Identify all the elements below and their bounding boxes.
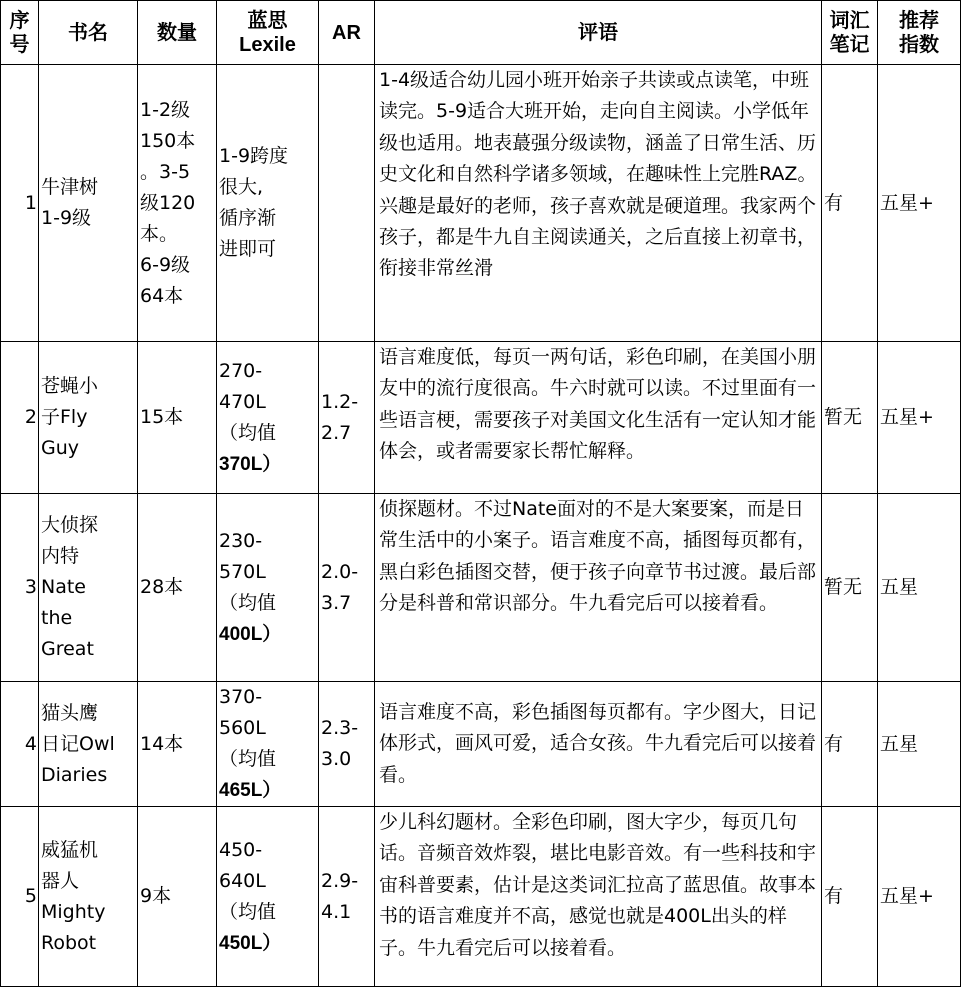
lexile-range	[217, 342, 319, 494]
header-rating-line2: 指数	[899, 33, 939, 56]
ar-range	[319, 342, 375, 494]
review-text: 少儿科幻题材。全彩色印刷，图大字少，每页几句话。音频音效炸裂，堪比电影音效。有一些科技和宇宙科普要素，估计是这类词汇拉高了蓝思值。故事本书的语言难度并不高，感觉也就是400L出头的样子。牛九看完后可以接着看。	[375, 807, 822, 987]
lexile-range-line: 270-	[219, 359, 263, 382]
review-text: 语言难度低，每页一两句话，彩色印刷，在美国小朋友中的流行度很高。牛六时就可以读。不过里面有一些语言梗，需要孩子对美国文化生活有一定认知才能体会，或者需要家长帮忙解释。	[375, 342, 822, 494]
vocab-notes: 暂无	[822, 494, 878, 682]
ar-range-line: 4.1	[321, 900, 352, 923]
book-title	[39, 807, 138, 987]
book-count-line: 150本	[140, 129, 196, 152]
lexile-range-line: 640L	[219, 869, 266, 892]
ar-range	[319, 494, 375, 682]
lexile-range	[217, 494, 319, 682]
header-vocab-line2: 笔记	[829, 33, 870, 56]
row-index: 3	[1, 494, 39, 682]
table-row	[1, 494, 961, 682]
header-review: 评语	[375, 1, 822, 65]
book-title-line: 苍蝇小	[41, 375, 99, 397]
book-title-line: 威猛机	[41, 838, 99, 861]
lexile-range-line: 570L	[219, 560, 266, 583]
ar-range-line: 2.3-	[321, 717, 359, 739]
book-count	[138, 65, 217, 342]
table-row	[1, 682, 961, 807]
lexile-range-line: 1-9跨度	[219, 145, 289, 167]
lexile-range-line: （均值	[219, 591, 277, 614]
row-index: 2	[1, 342, 39, 494]
lexile-range-line: （均值	[219, 421, 277, 444]
vocab-notes: 有	[822, 682, 878, 807]
book-count	[138, 494, 217, 682]
lexile-range-line: 230-	[219, 529, 263, 552]
book-title-line: 子Fly	[41, 406, 88, 428]
table-row	[1, 342, 961, 494]
book-title-line: 猫头鹰	[41, 701, 99, 724]
header-rating	[878, 1, 961, 65]
book-title	[39, 682, 138, 807]
book-title-line: Guy	[41, 437, 80, 459]
book-count-line: 9本	[140, 885, 172, 907]
lexile-average: 450L）	[219, 932, 282, 954]
book-title-line: 牛津树	[41, 176, 99, 198]
lexile-average: 370L）	[219, 453, 282, 475]
header-lexile	[217, 1, 319, 65]
book-title-line: Great	[41, 638, 94, 660]
lexile-range	[217, 682, 319, 807]
lexile-range-line: 循序渐	[219, 207, 277, 229]
book-title-line: Mighty	[41, 900, 106, 923]
book-title-line: Nate	[41, 576, 86, 598]
book-count	[138, 807, 217, 987]
lexile-range-line: （均值	[219, 900, 277, 923]
lexile-range-line: （均值	[219, 748, 277, 770]
book-title-line: the	[41, 607, 73, 629]
ar-range-line: 2.7	[321, 421, 352, 444]
lexile-range	[217, 807, 319, 987]
header-row	[1, 1, 961, 65]
header-lexile-line1: 蓝思	[247, 9, 288, 32]
book-title-line: 大侦探	[41, 514, 99, 536]
header-ar: AR	[319, 1, 375, 65]
lexile-range-line: 很大,	[219, 176, 264, 198]
book-count-line: 1-2级	[140, 98, 191, 121]
header-title: 书名	[39, 1, 138, 65]
ar-range-line: 2.9-	[321, 869, 359, 892]
lexile-range-line: 560L	[219, 717, 266, 739]
vocab-notes: 有	[822, 65, 878, 342]
table-row	[1, 65, 961, 342]
book-title-line: Diaries	[41, 763, 108, 786]
review-text: 侦探题材。不过Nate面对的不是大案要案，而是日常生活中的小案子。语言难度不高，插图每页都有，黑白彩色插图交替，便于孩子向章节书过渡。最后部分是科普和常识部分。牛九看完后可以接着看。	[375, 494, 822, 682]
rating: 五星+	[878, 65, 961, 342]
rating: 五星+	[878, 342, 961, 494]
ar-range	[319, 65, 375, 342]
ar-range-line: 1.2-	[321, 390, 359, 413]
table-row	[1, 807, 961, 987]
rating: 五星	[878, 494, 961, 682]
lexile-range	[217, 65, 319, 342]
book-count-line: 本。	[140, 222, 179, 245]
review-text: 1-4级适合幼儿园小班开始亲子共读或点读笔，中班读完。5-9适合大班开始，走向自主阅读。小学低年级也适用。地表蕞强分级读物，涵盖了日常生活、历史文化和自然科学诸多领域，在趣味性上完胜RAZ。兴趣是最好的老师，孩子喜欢就是硬道理。我家两个孩子，都是牛九自主阅读通关，之后直接上初章书，衔接非常丝滑	[375, 65, 822, 342]
lexile-range-line: 450-	[219, 838, 263, 861]
ar-range-line: 3.0	[321, 748, 352, 770]
header-count: 数量	[138, 1, 217, 65]
lexile-range-line: 470L	[219, 390, 266, 413]
book-count-line: 6-9级	[140, 253, 191, 276]
book-count-line: 28本	[140, 576, 184, 598]
book-title	[39, 342, 138, 494]
header-lexile-line2: Lexile	[239, 33, 296, 56]
book-title-line: 1-9级	[41, 207, 92, 229]
book-count	[138, 682, 217, 807]
book-title-line: 内特	[41, 545, 80, 567]
lexile-average: 465L）	[219, 780, 282, 801]
book-title	[39, 494, 138, 682]
vocab-notes: 暂无	[822, 342, 878, 494]
book-count-line: 15本	[140, 406, 184, 428]
ar-range	[319, 682, 375, 807]
ar-range	[319, 807, 375, 987]
rating: 五星+	[878, 807, 961, 987]
lexile-range-line: 370-	[219, 686, 263, 708]
lexile-average: 400L）	[219, 623, 282, 645]
header-vocab-line1: 词汇	[829, 9, 870, 32]
book-title-line: Robot	[41, 931, 97, 954]
book-title-line: 日记Owl	[41, 732, 115, 755]
ar-range-line: 3.7	[321, 591, 352, 614]
row-index: 1	[1, 65, 39, 342]
book-count-line: 64本	[140, 284, 184, 307]
book-count-line: 级120	[140, 191, 196, 214]
lexile-range-line: 进即可	[219, 238, 277, 260]
book-count-line: 14本	[140, 732, 184, 755]
vocab-notes: 有	[822, 807, 878, 987]
ar-range-line: 2.0-	[321, 560, 359, 583]
book-count-line: 。3-5	[140, 160, 191, 183]
header-vocab	[822, 1, 878, 65]
book-count	[138, 342, 217, 494]
book-title	[39, 65, 138, 342]
rating: 五星	[878, 682, 961, 807]
row-index: 4	[1, 682, 39, 807]
book-title-line: 器人	[41, 869, 80, 892]
row-index: 5	[1, 807, 39, 987]
header-index: 序 号	[1, 1, 39, 65]
header-rating-line1: 推荐	[899, 9, 939, 32]
review-text: 语言难度不高，彩色插图每页都有。字少图大，日记体形式，画风可爱，适合女孩。牛九看完后可以接着看。	[375, 682, 822, 807]
